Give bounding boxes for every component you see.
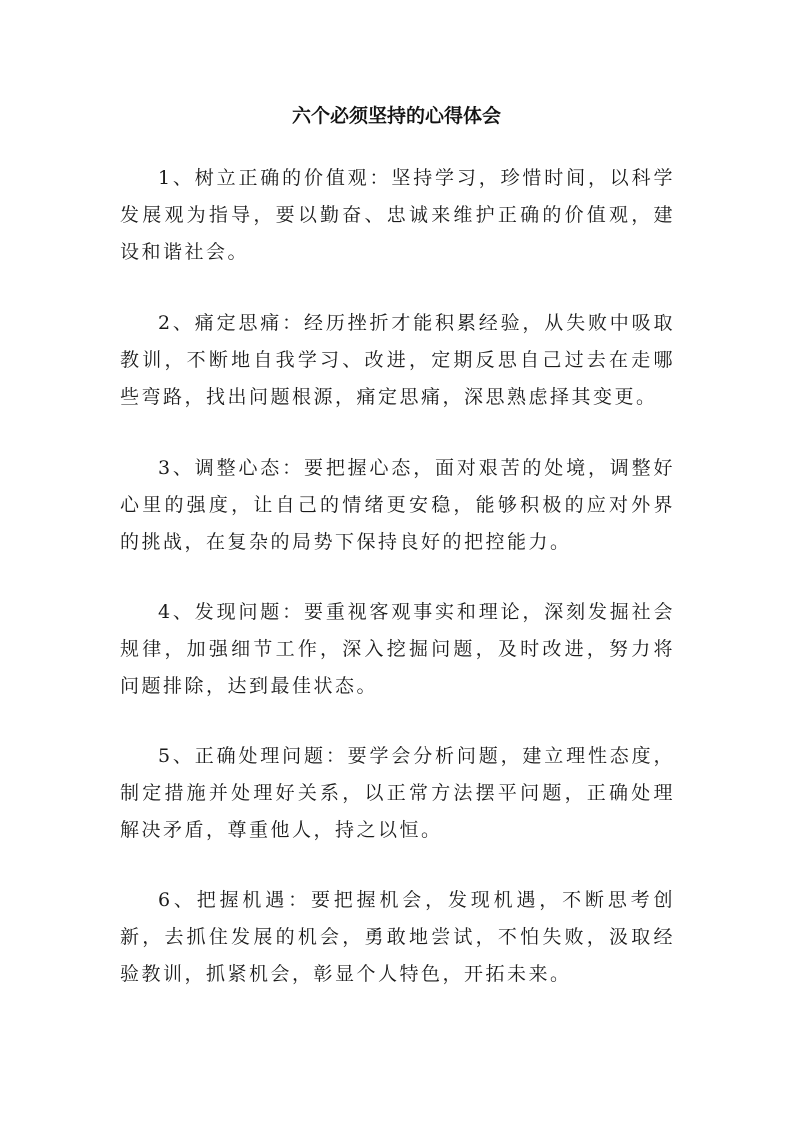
paragraph-2: 2、痛定思痛：经历挫折才能积累经验，从失败中吸取教训，不断地自我学习、改进，定期反思自己过去在走哪些弯路，找出问题根源，痛定思痛，深思熟虑择其变更。 [120, 312, 675, 408]
paragraph-4: 4、发现问题：要重视客观事实和理论，深刻发掘社会规律，加强细节工作，深入挖掘问题，及时改进，努力将问题排除，达到最佳状态。 [120, 601, 675, 697]
paragraph-6: 6、把握机遇：要把握机会，发现机遇，不断思考创新，去抓住发展的机会，勇敢地尝试，不怕失败，汲取经验教训，抓紧机会，彰显个人特色，开拓未来。 [120, 889, 675, 985]
paragraph-1: 1、树立正确的价值观：坚持学习，珍惜时间，以科学发展观为指导，要以勤奋、忠诚来维护正确的价值观，建设和谐社会。 [120, 167, 675, 263]
paragraph-3: 3、调整心态：要把握心态，面对艰苦的处境，调整好心里的强度，让自己的情绪更安稳，能够积极的应对外界的挑战，在复杂的局势下保持良好的把控能力。 [120, 457, 675, 553]
document-title: 六个必须坚持的心得体会 [291, 105, 501, 127]
paragraph-5: 5、正确处理问题：要学会分析问题，建立理性态度，制定措施并处理好关系，以正常方法摆平问题，正确处理解决矛盾，尊重他人，持之以恒。 [120, 745, 675, 841]
